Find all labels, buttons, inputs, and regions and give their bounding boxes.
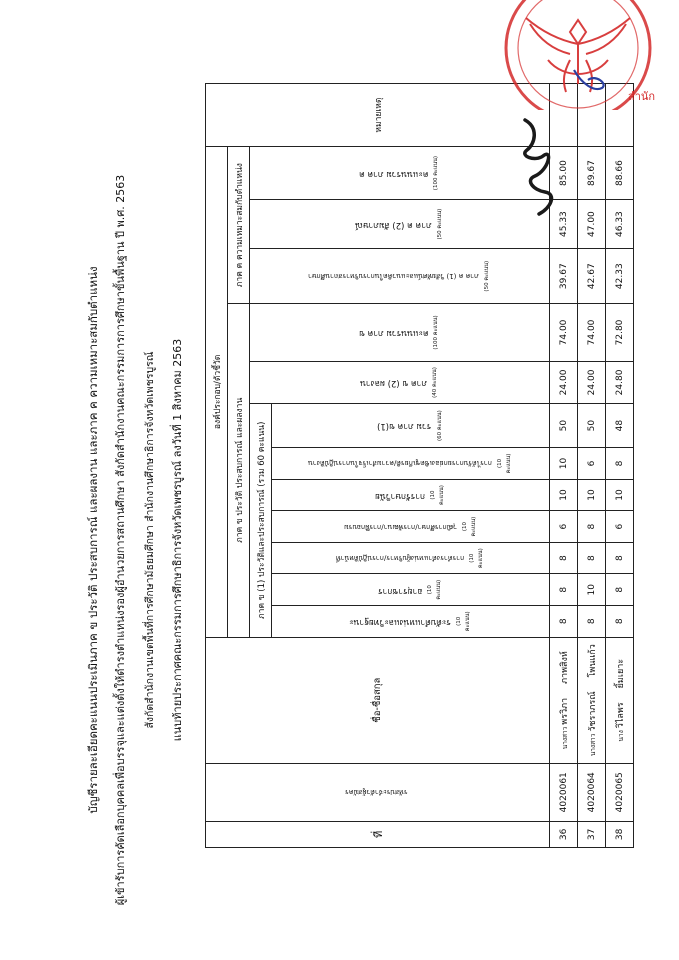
row-score-discipline: 10 — [606, 479, 634, 511]
row-part-b2: 24.80 — [606, 361, 634, 403]
row-part-c1: 42.67 — [578, 249, 606, 304]
header-merit: การได้รับการยกย่องเชิดชูเกียรติ/ความสำเร็จในการปฏิบัติงาน (10 คะแนน) — [272, 448, 550, 480]
table-row — [578, 84, 606, 848]
row-no: 37 — [578, 821, 606, 847]
stamp-text: สำนัก — [628, 90, 656, 103]
row-score-service: 10 — [578, 574, 606, 606]
row-part-c1: 42.33 — [606, 249, 634, 304]
header-admin: การดำรงตำแหน่งผู้บริหาร/การปฏิบัติหน้าที่ (10 คะแนน) — [272, 542, 550, 574]
table-row — [606, 84, 634, 848]
row-score-merit: 8 — [606, 448, 634, 480]
header-no: ที่ — [206, 821, 550, 847]
row-score-education: 6 — [606, 511, 634, 543]
heading-line-2: ผู้เข้ารับการคัดเลือกบุคคลเพื่อบรรจุและแต่งตั้งให้ดำรงตำแหน่งรองผู้อำนวยการสถานศึกษา สังกัดสำนักงานคณะกรรมการการศึกษาขั้นพื้นฐาน ปี พ.ศ. 2563 — [114, 174, 127, 906]
row-part-b2: 24.00 — [550, 361, 578, 403]
row-score-admin: 8 — [578, 542, 606, 574]
row-score-level: 8 — [606, 606, 634, 638]
row-score-discipline: 10 — [550, 479, 578, 511]
row-score-admin: 8 — [606, 542, 634, 574]
header-part-b1: ภาค ข (1) ประวัติและประสบการณ์ (รวม 60 คะแนน) — [250, 404, 272, 638]
handwritten-signature — [505, 110, 575, 220]
row-exam-id: 4020061 — [550, 763, 578, 821]
garuda-emblem-icon — [526, 18, 630, 92]
header-name: ชื่อ-ชื่อสกุล — [206, 637, 550, 763]
row-sum-b1: 50 — [550, 404, 578, 448]
row-score-education: 8 — [578, 511, 606, 543]
heading-line-1: บัญชีรายละเอียดคะแนนประเมินภาค ข ประวัติ ประสบการณ์ และผลงาน และภาค ค ความเหมาะสมกับตำแหน่ง — [86, 266, 100, 814]
row-name: นางสาววัชราภรณ์โพนแก้ว — [578, 637, 606, 763]
row-score-level: 8 — [578, 606, 606, 638]
header-sum-b1: รวม ภาค ข(1) (60 คะแนน) — [272, 404, 550, 448]
row-score-service: 8 — [606, 574, 634, 606]
row-score-service: 8 — [550, 574, 578, 606]
header-part-b: ภาค ข ประวัติ ประสบการณ์ และผลงาน — [228, 304, 250, 638]
row-sum-c: 89.67 — [578, 147, 606, 200]
row-score-level: 8 — [550, 606, 578, 638]
header-education: วุฒิการศึกษา/การพัฒนา/การฝึกอบรม (10 คะแนน) — [272, 511, 550, 543]
row-part-c2: 45.33 — [550, 199, 578, 248]
row-name: นางสาวพรวิภาภาพสิงห์ — [550, 637, 578, 763]
row-no: 36 — [550, 821, 578, 847]
row-score-education: 6 — [550, 511, 578, 543]
row-part-c1: 39.67 — [550, 249, 578, 304]
header-sum-c: คะแนนรวม ภาค ค (100 คะแนน) — [250, 147, 550, 200]
header-level: ระดับตำแหน่งและวิทยฐานะ (10 คะแนน) — [272, 606, 550, 638]
header-row-1 — [206, 84, 228, 848]
row-sum-b: 74.00 — [550, 304, 578, 362]
row-name: นางวิไลพรยิ้มเยาะ — [606, 637, 634, 763]
row-sum-c: 85.00 — [550, 147, 578, 200]
row-sum-b1: 50 — [578, 404, 606, 448]
header-part-c1: ภาค ค (1) วิสัยทัศน์และแนวคิดในการบริหารสถานศึกษา (50 คะแนน) — [250, 249, 550, 304]
row-score-merit: 10 — [550, 448, 578, 480]
header-exam-id: รหัสประจำตัวผู้สมัคร — [206, 763, 550, 821]
header-part-c2: ภาค ค (2) สัมภาษณ์ (50 คะแนน) — [250, 199, 550, 248]
header-part-b2: ภาค ข (2) ผลงาน (40 คะแนน) — [250, 361, 550, 403]
header-sum-b: คะแนนรวม ภาค ข (100 คะแนน) — [250, 304, 550, 362]
header-service: อายุราชการ (10 คะแนน) — [272, 574, 550, 606]
row-exam-id: 4020064 — [578, 763, 606, 821]
header-components: องค์ประกอบ/ตัวชี้วัด — [206, 147, 228, 637]
row-sum-b: 74.00 — [578, 304, 606, 362]
row-score-discipline: 10 — [578, 479, 606, 511]
heading-line-3: สังกัดสำนักงานเขตพื้นที่การศึกษามัธยมศึกษา สำนักงานศึกษาธิการจังหวัดเพชรบูรณ์ — [144, 351, 156, 729]
row-score-merit: 6 — [578, 448, 606, 480]
row-exam-id: 4020065 — [606, 763, 634, 821]
header-remark: หมายเหตุ — [206, 84, 550, 147]
row-score-admin: 8 — [550, 542, 578, 574]
row-sum-c: 88.66 — [606, 147, 634, 200]
row-part-c2: 46.33 — [606, 199, 634, 248]
row-sum-b1: 48 — [606, 404, 634, 448]
row-part-c2: 47.00 — [578, 199, 606, 248]
row-sum-b: 72.80 — [606, 304, 634, 362]
official-seal-stamp — [478, 0, 679, 110]
header-part-c: ภาค ค ความเหมาะสมกับตำแหน่ง — [228, 147, 250, 304]
heading-line-4: แนบท้ายประกาศคณะกรรมการศึกษาธิการจังหวัดเพชรบูรณ์ ลงวันที่ 1 สิงหาคม 2563 — [171, 338, 184, 742]
row-no: 38 — [606, 821, 634, 847]
header-discipline: การรักษาวินัย (10 คะแนน) — [272, 479, 550, 511]
row-part-b2: 24.00 — [578, 361, 606, 403]
